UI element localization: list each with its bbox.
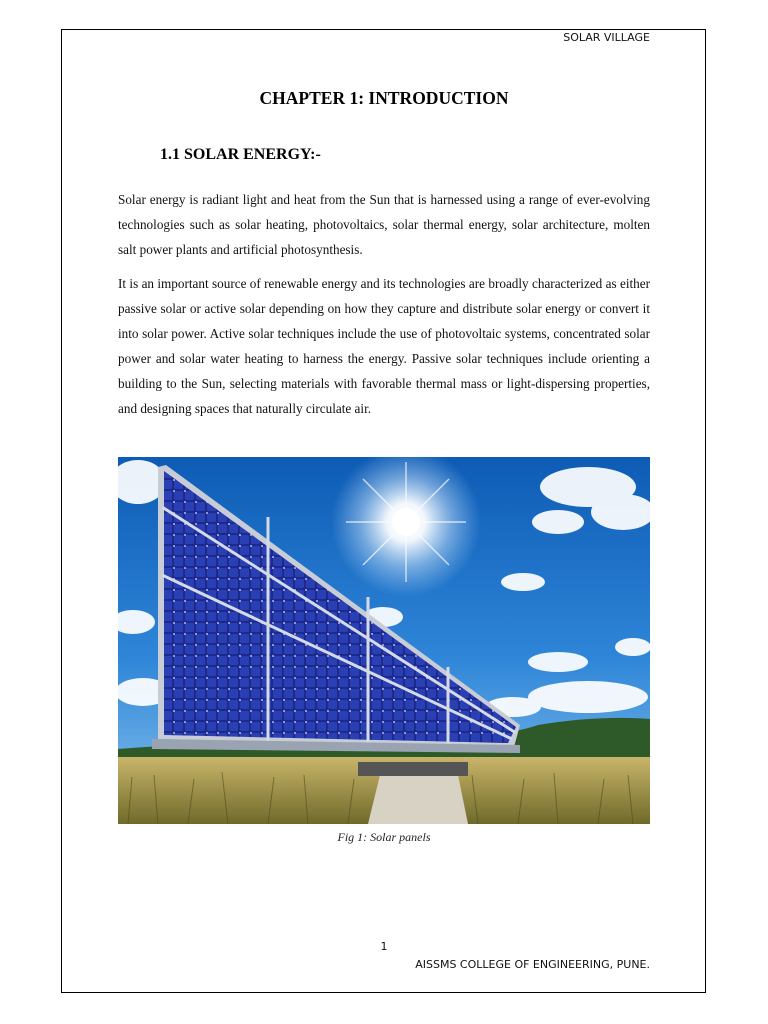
- figure-caption: Fig 1: Solar panels: [337, 830, 431, 844]
- page-number: 1: [380, 940, 388, 953]
- paragraph-1: Solar energy is radiant light and heat from the Sun that is harnessed using a range of ever-evolving technologies such as solar heating, photovoltaics, solar thermal energy, solar architecture, molten salt power plants and artificial photosynthesis.: [118, 192, 650, 257]
- running-header: SOLAR VILLAGE: [563, 31, 650, 44]
- chapter-title: CHAPTER 1: INTRODUCTION: [259, 88, 509, 108]
- solar-panels-image: [118, 457, 650, 824]
- paragraph-2: It is an important source of renewable energy and its technologies are broadly characterized as either passive solar or active solar depending on how they capture and distribute solar energy or convert it into solar power. Active solar techniques include the use of photovoltaic systems, concentrated solar power and solar water heating to harness the energy. Passive solar techniques include orienting a building to the Sun, selecting materials with favorable thermal mass or light-dispersing properties, and designing spaces that naturally circulate air.: [118, 276, 650, 416]
- running-footer: AISSMS COLLEGE OF ENGINEERING, PUNE.: [415, 958, 650, 971]
- section-title: 1.1 SOLAR ENERGY:-: [160, 146, 321, 163]
